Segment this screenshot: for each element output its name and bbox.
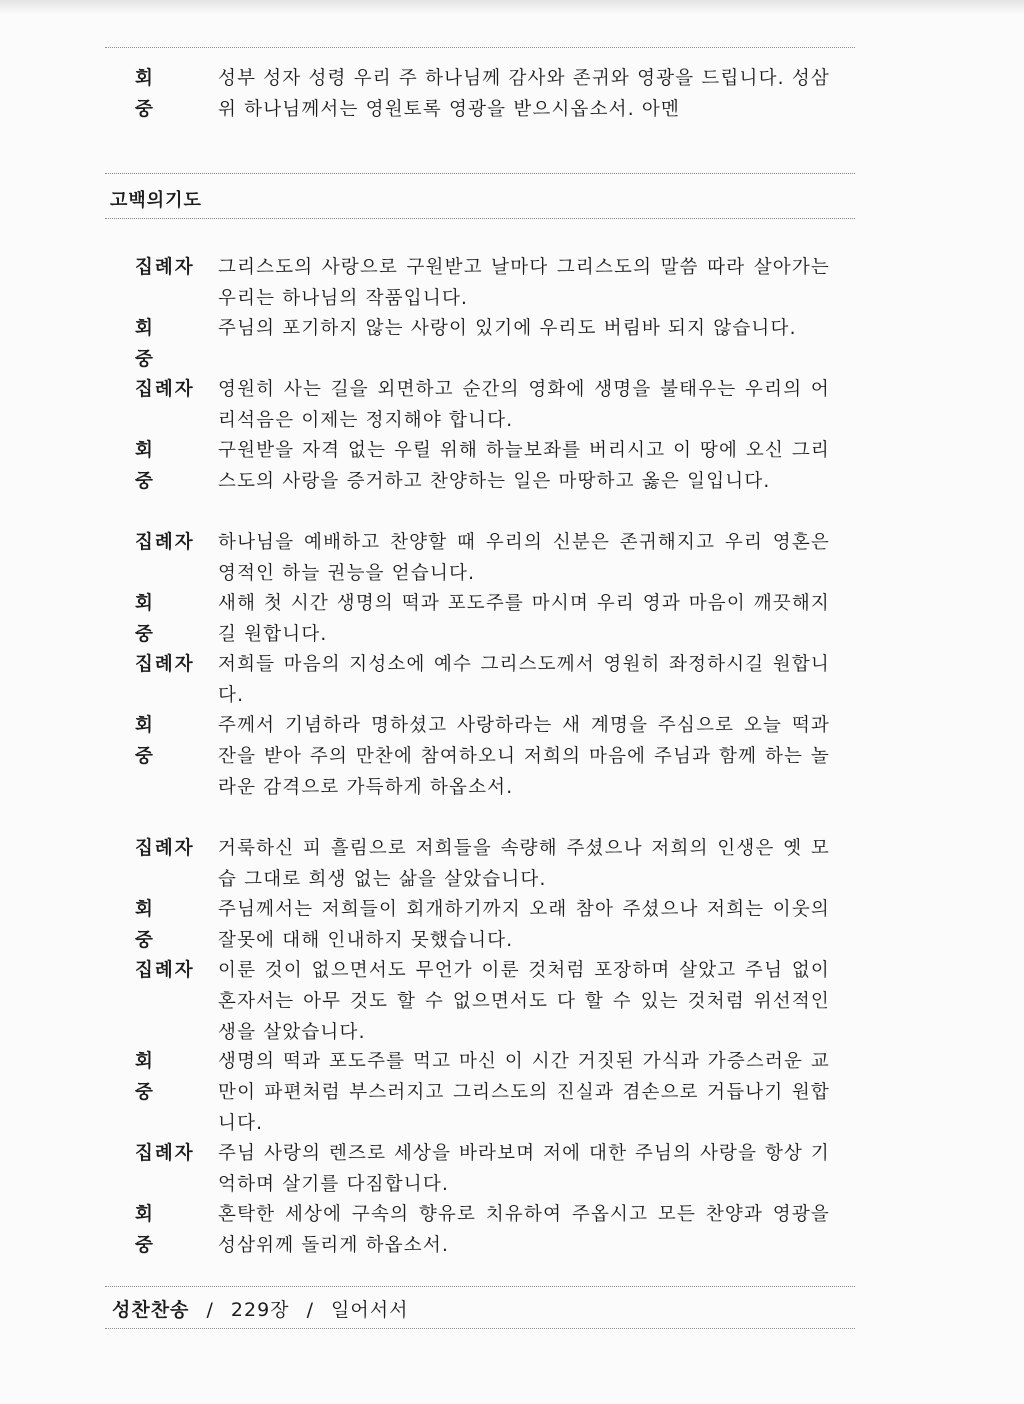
hymn-number: 229장 xyxy=(230,1299,290,1321)
liturgy-entry xyxy=(135,527,835,589)
entry-text: 주님께서는 저희들이 회개하기까지 오래 참아 주셨으나 저희는 이웃의 잘못에 대해 인내하지 못했습니다. xyxy=(218,899,830,951)
liturgy-entry xyxy=(135,833,835,895)
speaker-label: 회 중 xyxy=(135,715,171,767)
liturgy-entry xyxy=(135,1138,835,1200)
section-divider-top xyxy=(105,173,855,174)
speaker-label: 회 중 xyxy=(135,899,171,951)
entry-text: 혼탁한 세상에 구속의 향유로 치유하여 주옵시고 모든 찬양과 영광을 성삼위께 돌리게 하옵소서. xyxy=(218,1204,830,1256)
section-divider-bottom xyxy=(105,218,855,219)
entry-text: 거룩하신 피 흘림으로 저희들을 속량해 주셨으나 저희의 인생은 옛 모습 그대로 희생 없는 삶을 살았습니다. xyxy=(218,838,830,890)
entry-text: 저희들 마음의 지성소에 예수 그리스도께서 영원히 좌정하시길 원합니다. xyxy=(218,654,830,706)
posture-instruction: 일어서서 xyxy=(331,1299,409,1321)
speaker-label: 회 중 xyxy=(135,1051,171,1103)
liturgy-entry xyxy=(135,710,835,803)
entry-text: 주님의 포기하지 않는 사랑이 있기에 우리도 버림바 되지 않습니다. xyxy=(218,318,797,339)
entry-text: 주님 사랑의 렌즈로 세상을 바라보며 저에 대한 주님의 사랑을 항상 기억하며 살기를 다짐합니다. xyxy=(218,1143,830,1195)
liturgy-entry xyxy=(135,252,835,314)
scan-edge xyxy=(0,0,1024,14)
speaker-label: 집례자 xyxy=(135,1143,195,1164)
hymn-section-title: 성찬찬송 xyxy=(112,1299,190,1321)
speaker-label: 집례자 xyxy=(135,257,195,278)
liturgy-entry xyxy=(135,63,835,125)
speaker-label: 집례자 xyxy=(135,379,195,400)
entry-text: 구원받을 자격 없는 우릴 위해 하늘보좌를 버리시고 이 땅에 오신 그리스도의 사랑을 증거하고 찬양하는 일은 마땅하고 옳은 일입니다. xyxy=(218,440,830,492)
separator: / xyxy=(206,1299,214,1321)
entry-text: 성부 성자 성령 우리 주 하나님께 감사와 존귀와 영광을 드립니다. 성삼위 하나님께서는 영원토록 영광을 받으시옵소서. 아멘 xyxy=(218,68,830,120)
top-divider xyxy=(105,47,855,48)
liturgy-entry xyxy=(135,1199,835,1261)
liturgy-entry xyxy=(135,955,835,1048)
speaker-label: 회 중 xyxy=(135,318,171,370)
section-title: 고백의기도 xyxy=(110,190,202,211)
footer-divider-bottom xyxy=(105,1328,855,1329)
separator: / xyxy=(306,1299,314,1321)
liturgy-entry xyxy=(135,588,835,650)
entry-text: 생명의 떡과 포도주를 먹고 마신 이 시간 거짓된 가식과 가증스러운 교만이 파편처럼 부스러지고 그리스도의 진실과 겸손으로 거듭나기 원합니다. xyxy=(218,1051,830,1134)
entry-text: 영원히 사는 길을 외면하고 순간의 영화에 생명을 불태우는 우리의 어리석음은 이제는 정지해야 합니다. xyxy=(218,379,830,431)
liturgy-entry xyxy=(135,435,835,497)
footer-divider-top xyxy=(105,1286,855,1287)
hymn-line xyxy=(112,1295,408,1322)
speaker-label: 집례자 xyxy=(135,838,195,859)
entry-text: 새해 첫 시간 생명의 떡과 포도주를 마시며 우리 영과 마음이 깨끗해지길 원합니다. xyxy=(218,593,830,645)
liturgy-entry xyxy=(135,894,835,956)
speaker-label: 회 중 xyxy=(135,1204,171,1256)
speaker-label: 집례자 xyxy=(135,532,195,553)
speaker-label: 회 중 xyxy=(135,593,171,645)
speaker-label: 회 중 xyxy=(135,68,171,120)
liturgy-entry xyxy=(135,313,835,370)
speaker-label: 회 중 xyxy=(135,440,171,492)
entry-text: 하나님을 예배하고 찬양할 때 우리의 신분은 존귀해지고 우리 영혼은 영적인 하늘 권능을 얻습니다. xyxy=(218,532,830,584)
entry-text: 이룬 것이 없으면서도 무언가 이룬 것처럼 포장하며 살았고 주님 없이 혼자서는 아무 것도 할 수 없으면서도 다 할 수 있는 것처럼 위선적인 생을 살았습니다. xyxy=(218,960,830,1043)
speaker-label: 집례자 xyxy=(135,960,195,981)
liturgy-entry xyxy=(135,374,835,436)
liturgy-entry xyxy=(135,1046,835,1139)
liturgy-entry xyxy=(135,649,835,711)
entry-text: 주께서 기념하라 명하셨고 사랑하라는 새 계명을 주심으로 오늘 떡과 잔을 받아 주의 만찬에 참여하오니 저희의 마음에 주님과 함께 하는 놀라운 감격으로 가득하게 하옵소서. xyxy=(218,715,830,798)
entry-text: 그리스도의 사랑으로 구원받고 날마다 그리스도의 말씀 따라 살아가는 우리는 하나님의 작품입니다. xyxy=(218,257,830,309)
speaker-label: 집례자 xyxy=(135,654,195,675)
